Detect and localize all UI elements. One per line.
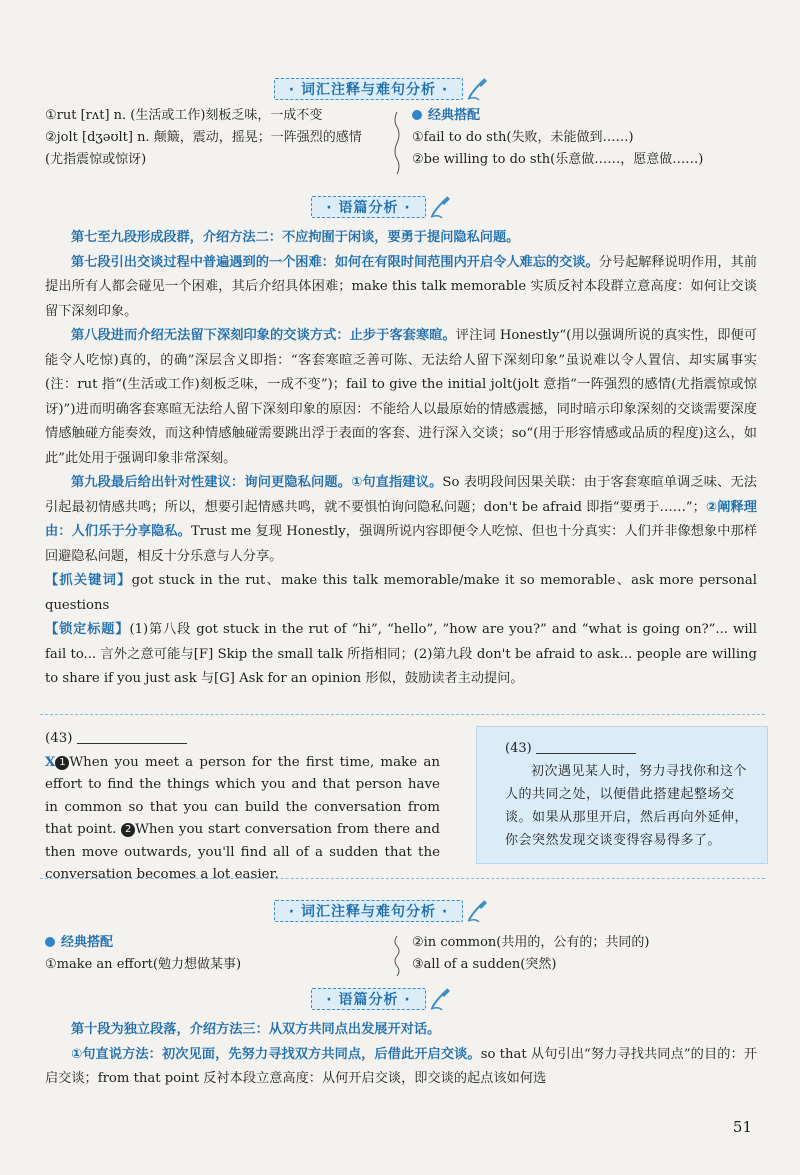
discourse-banner-1-label: · 语篇分析 · [311,196,425,218]
keywords-label: 【抓关键词】 [45,573,132,588]
translation-blank [536,739,636,754]
collocation-item: ②in common(共用的，公有的；共同的) [412,935,650,950]
para10-highlight: ①句直说方法：初次见面，先努力寻找双方共同点，后借此开启交谈。 [71,1046,481,1062]
pen-icon [465,76,491,102]
vocab-2-right [412,932,762,976]
para9-highlight-1: 第九段最后给出针对性建议：询问更隐私问题。①句直指建议。 [71,475,443,490]
question-43-number: (43) [45,731,73,746]
vocab-1-left [45,105,385,171]
para9-body-1: So 表明段间因果关联：由于客套寒暄单调乏味、无法引起最初情感共鸣；所以，想要引起情感共鸣，就不要惧怕询问隐私问题；don't be afraid 即指“要勇于……”； [45,475,757,515]
para8-highlight: 第八段进而介绍无法留下深刻印象的交谈方式：止步于客套寒暄。 [71,328,456,343]
translation-text: 初次遇见某人时，努力寻找你和这个人的共同之处，以便借此搭建起整场交谈。如果从那里开启，然后再向外延伸，你会突然发现交谈变得容易得多了。 [505,764,749,848]
sentence-number-1: 1 [55,756,69,770]
discourse-banner-2-label: · 语篇分析 · [311,988,425,1010]
lock-title-text: (1)第八段 got stuck in the rut of “hi”, “hello”, ”how are you?” and “what is going on?”... will fail to... 言外之意可能与[F] Skip the small talk 所指相同；(2)第九段 don't be afraid to ask... people are willing to share if you just ask 与[G] Ask for an opinion 形似，鼓励读者主动提问。 [45,622,757,686]
pen-icon [428,986,454,1012]
vocab-banner-2 [270,898,495,924]
translation-box [476,726,768,864]
discourse-1-intro: 第七至九段形成段群，介绍方法二：不应拘囿于闲谈，要勇于提问隐私问题。 [71,230,520,245]
para10-body: so that 从句引出“努力寻找共同点”的目的：开启交谈；from that point 反衬本段立意高度：从何开启交谈，即交谈的起点该如何选 [45,1046,757,1086]
para7-body: 分号起解释说明作用，其前提出所有人都会碰见一个困难，其后介绍具体困难；make this talk memorable 实质反衬本段群立意高度：如何让交谈留下深刻印象。 [45,254,758,319]
vocab-2-left [45,932,385,976]
classic-collocation-title: 经典搭配 [412,105,762,127]
collocation-item: ③all of a sudden(突然) [412,957,557,972]
brace-divider [393,936,401,976]
discourse-banner-2 [270,986,495,1012]
vocab-item-rut: ①rut [rʌt] n. (生活或工作)刻板乏味，一成不变 [45,108,323,123]
question-43-english [45,728,440,887]
pen-icon [465,898,491,924]
para8-body: 评注词 Honestly“(用以强调所说的真实性，即便可能令人吃惊)真的，的确”深层含义即指：“客套寒暄乏善可陈、无法给人留下深刻印象”虽说难以令人置信、却实属事实(注：rut 指“(生活或工作)刻板乏味，一成不变”)；fail to give the initial jolt(jolt 意指“一阵强烈的感情(尤指震惊或惊讶)”)进而明确客套寒暄无法给人留下深刻印象的原因：不能给人以最原始的情感震撼，同时暗示印象深刻的交谈需要深度情感触碰方能奏效，而这种情感触碰需要跳出浮于表面的客套、进行深入交谈；so“(用于形容情感或品质的程度)这么，如此”此处用于强调印象非常深刻。 [45,328,757,466]
vocab-1-right [412,105,762,171]
keywords-text: got stuck in the rut、make this talk memorable/make it so memorable、ask more personal questions [45,573,757,613]
sentence-1: When you meet a person for the first time, make an effort to find the things which you and that person have in common so that you can build the conversation from that point. [45,754,440,837]
translation-number: (43) [505,741,532,756]
page-number: 51 [732,1118,752,1136]
sentence-2: When you start conversation from there and then move outwards, you'll find all of a sudden that the conversation becomes a lot easier. [45,822,441,882]
brace-divider [393,112,401,174]
pen-icon [428,194,454,220]
collocation-item: ①make an effort(勉力想做某事) [45,957,242,972]
vocab-item-jolt: ②jolt [dʒəʊlt] n. 颠簸，震动，摇晃；一阵强烈的感情 [45,130,362,145]
separator [40,714,765,715]
collocation-item: ①fail to do sth(失败，未能做到……) [412,130,634,145]
bullet-icon [412,110,422,120]
mark-x-icon: X [45,753,56,770]
vocab-banner-2-label: · 词汇注释与难句分析 · [274,900,463,922]
lock-title-label: 【锁定标题】 [45,622,130,637]
vocab-item-jolt-cont: (尤指震惊或惊讶) [45,152,147,167]
classic-collocation-title-2: 经典搭配 [45,932,385,954]
vocab-banner-1 [270,76,495,102]
sentence-number-2: 2 [121,823,135,837]
para7-highlight: 第七段引出交谈过程中普遍遇到的一个困难：如何在有限时间范围内开启令人难忘的交谈。 [71,254,599,270]
discourse-1-body [45,226,757,692]
answer-blank [77,729,187,744]
separator [40,878,765,879]
bullet-icon [45,937,55,947]
collocation-item: ②be willing to do sth(乐意做……，愿意做……) [412,152,704,167]
discourse-2-body [45,1018,757,1092]
discourse-banner-1 [270,194,495,220]
para9-body-2: Trust me 复现 Honestly，强调所说内容即便令人吃惊、但也十分真实：人们并非像想象中那样回避隐私问题，相反十分乐意与人分享。 [45,524,758,564]
vocab-banner-1-label: · 词汇注释与难句分析 · [274,78,463,100]
para9-highlight-2: ②阐释理由：人们乐于分享隐私。 [45,499,757,539]
para10-intro: 第十段为独立段落，介绍方法三：从双方共同点出发展开对话。 [71,1022,441,1037]
